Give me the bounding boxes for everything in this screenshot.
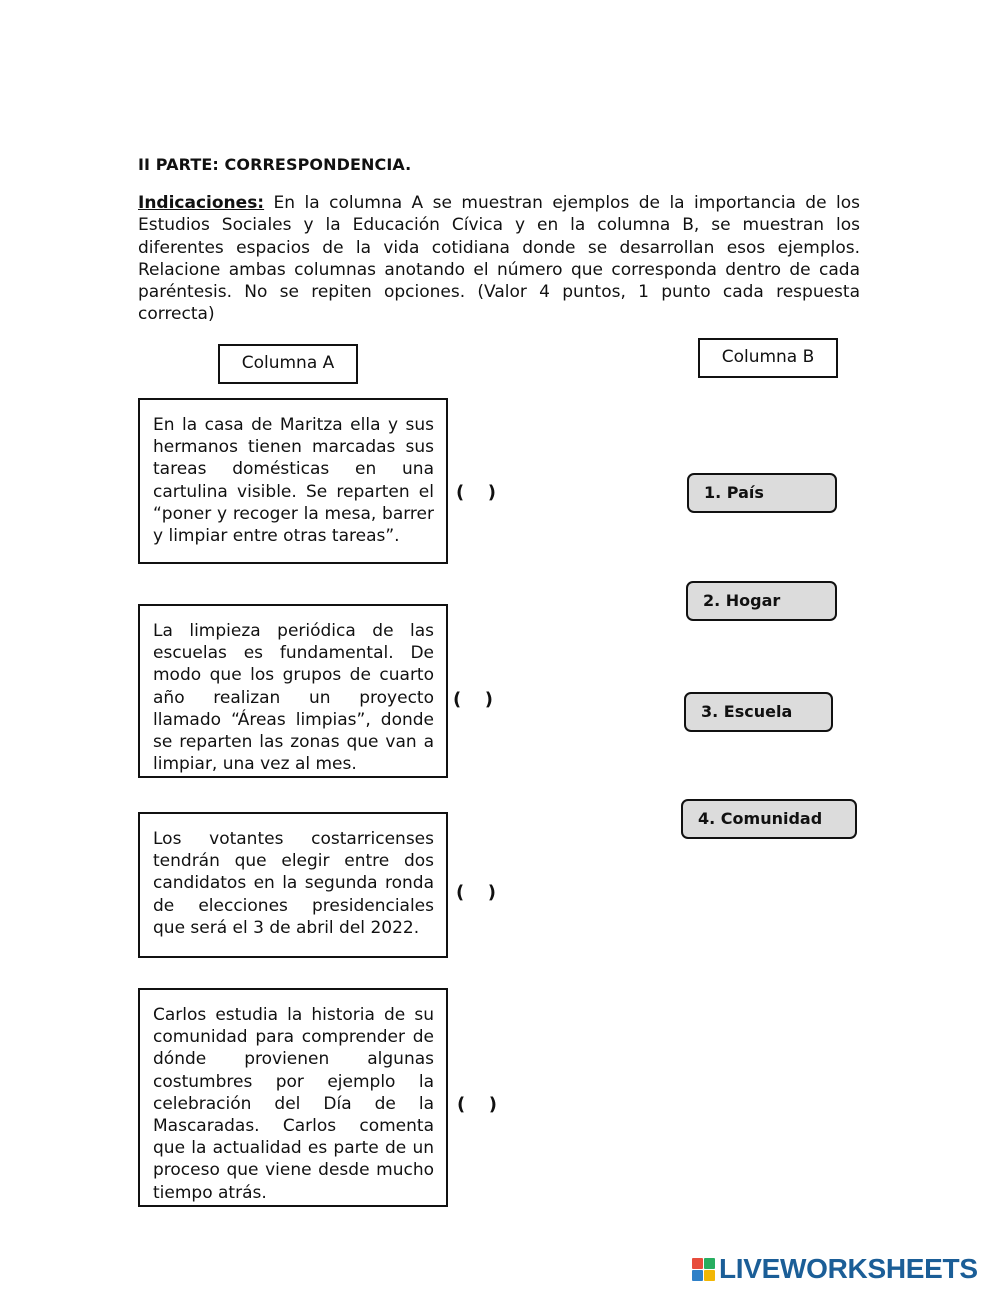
column-b-option-4: 4. Comunidad [681, 799, 857, 839]
answer-field-2[interactable] [453, 689, 493, 710]
liveworksheets-wordmark: LIVEWORKSHEETS [719, 1253, 978, 1284]
answer-field-3[interactable] [456, 882, 496, 903]
column-a-item-1: En la casa de Maritza ella y sus hermanos tienen marcadas sus tareas domésticas en una cartulina visible. Se reparten el “poner y recoger la mesa, barrer y limpiar entre otras tareas”. [138, 398, 448, 564]
answer-open-paren: ( [453, 689, 462, 710]
answer-close-paren: ) [487, 482, 496, 503]
column-b-header: Columna B [698, 338, 838, 378]
instructions [138, 192, 860, 326]
column-b-option-1: 1. País [687, 473, 837, 513]
column-a-item-2: La limpieza periódica de las escuelas es fundamental. De modo que los grupos de cuarto año realizan un proyecto llamado “Áreas limpias”, donde se reparten las zonas que van a limpiar, una vez al mes. [138, 604, 448, 778]
answer-field-1[interactable] [456, 482, 496, 503]
answer-open-paren: ( [456, 482, 465, 503]
answer-open-paren: ( [457, 1094, 466, 1115]
column-b-option-2: 2. Hogar [686, 581, 837, 621]
answer-close-paren: ) [484, 689, 493, 710]
section-title: II PARTE: CORRESPONDENCIA. [138, 155, 412, 174]
column-a-item-3: Los votantes costarricenses tendrán que elegir entre dos candidatos en la segunda ronda de elecciones presidenciales que será el 3 de abril del 2022. [138, 812, 448, 958]
answer-close-paren: ) [488, 1094, 497, 1115]
answer-field-4[interactable] [457, 1094, 497, 1115]
answer-open-paren: ( [456, 882, 465, 903]
column-a-item-4: Carlos estudia la historia de su comunidad para comprender de dónde provienen algunas costumbres por ejemplo la celebración del Día de la Mascaradas. Carlos comenta que la actualidad es parte de un proceso que viene desde mucho tiempo atrás. [138, 988, 448, 1207]
instructions-text: En la columna A se muestran ejemplos de la importancia de los Estudios Sociales y la Educación Cívica y en la columna B, se muestran los diferentes espacios de la vida cotidiana donde se desarrollan esos ejemplos. Relacione ambas columnas anotando el número que corresponda dentro de cada paréntesis. No se repiten opciones. (Valor 4 puntos, 1 punto cada respuesta correcta) [138, 193, 860, 325]
instructions-label: Indicaciones: [138, 193, 265, 213]
answer-close-paren: ) [487, 882, 496, 903]
column-a-header: Columna A [218, 344, 358, 384]
liveworksheets-brand [692, 1255, 978, 1283]
liveworksheets-logo-icon [692, 1258, 715, 1281]
column-b-option-3: 3. Escuela [684, 692, 833, 732]
